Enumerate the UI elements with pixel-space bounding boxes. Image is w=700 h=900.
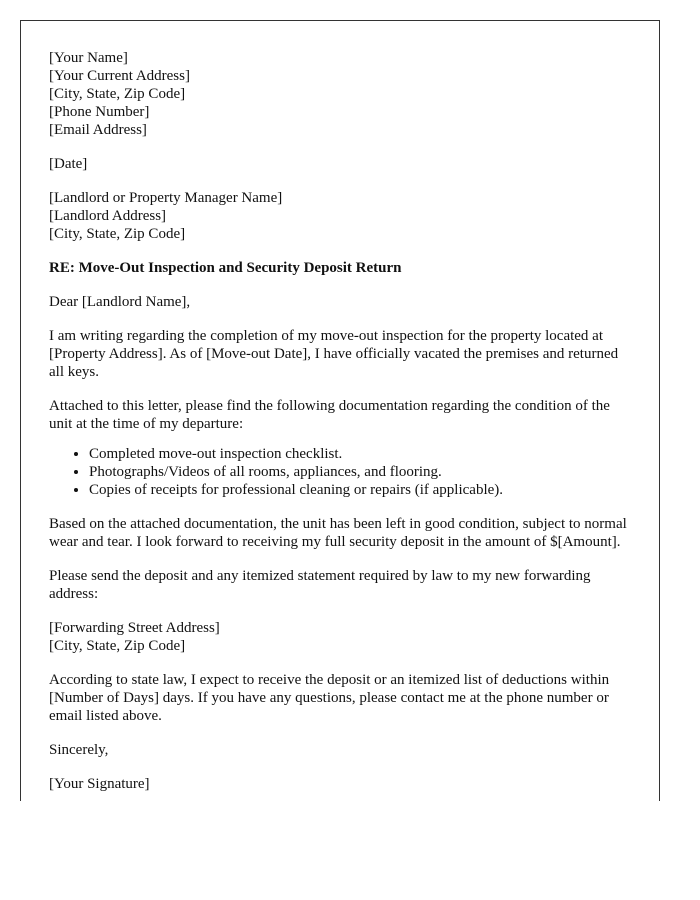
letter-page xyxy=(20,20,660,801)
salutation: Dear [Landlord Name], xyxy=(49,294,191,310)
paragraph-forwarding: Please send the deposit and any itemized statement required by law to my new forwarding address: xyxy=(49,568,591,602)
list-item: • Completed move-out inspection checklist. xyxy=(89,445,631,463)
closing: Sincerely, xyxy=(49,742,109,758)
forwarding-block xyxy=(49,619,631,655)
sender-name: [Your Name] xyxy=(49,50,128,66)
sender-email: [Email Address] xyxy=(49,122,147,138)
paragraph-attachments: Attached to this letter, please find the following documentation regarding the condition of the unit at the time of my departure: xyxy=(49,398,610,432)
sender-phone: [Phone Number] xyxy=(49,104,150,120)
forwarding-street: [Forwarding Street Address] xyxy=(49,620,220,636)
recipient-address: [Landlord Address] xyxy=(49,208,167,224)
paragraph-intro: I am writing regarding the completion of my move-out inspection for the property located at [Property Address]. As of [Move-out Date], I have officially vacated the premises and returned all keys. xyxy=(49,328,619,380)
sender-address: [Your Current Address] xyxy=(49,68,190,84)
list-item: • Copies of receipts for professional cleaning or repairs (if applicable). xyxy=(89,481,631,499)
sender-city: [City, State, Zip Code] xyxy=(49,86,186,102)
list-item: • Photographs/Videos of all rooms, appliances, and flooring. xyxy=(89,463,631,481)
sender-block xyxy=(49,49,631,139)
recipient-block xyxy=(49,189,631,243)
paragraph-law: According to state law, I expect to receive the deposit or an itemized list of deductions within [Number of Days] days. If you have any questions, please contact me at the phone number or email listed above. xyxy=(49,672,610,724)
signature: [Your Signature] xyxy=(49,776,150,792)
paragraph-condition: Based on the attached documentation, the unit has been left in good condition, subject to normal wear and tear. I look forward to receiving my full security deposit in the amount of $[Amount]. xyxy=(49,516,627,550)
subject-line: RE: Move-Out Inspection and Security Deposit Return xyxy=(49,260,402,276)
letter-date: [Date] xyxy=(49,156,88,172)
attachment-list xyxy=(49,445,631,499)
recipient-name: [Landlord or Property Manager Name] xyxy=(49,190,283,206)
forwarding-city: [City, State, Zip Code] xyxy=(49,638,186,654)
recipient-city: [City, State, Zip Code] xyxy=(49,226,186,242)
